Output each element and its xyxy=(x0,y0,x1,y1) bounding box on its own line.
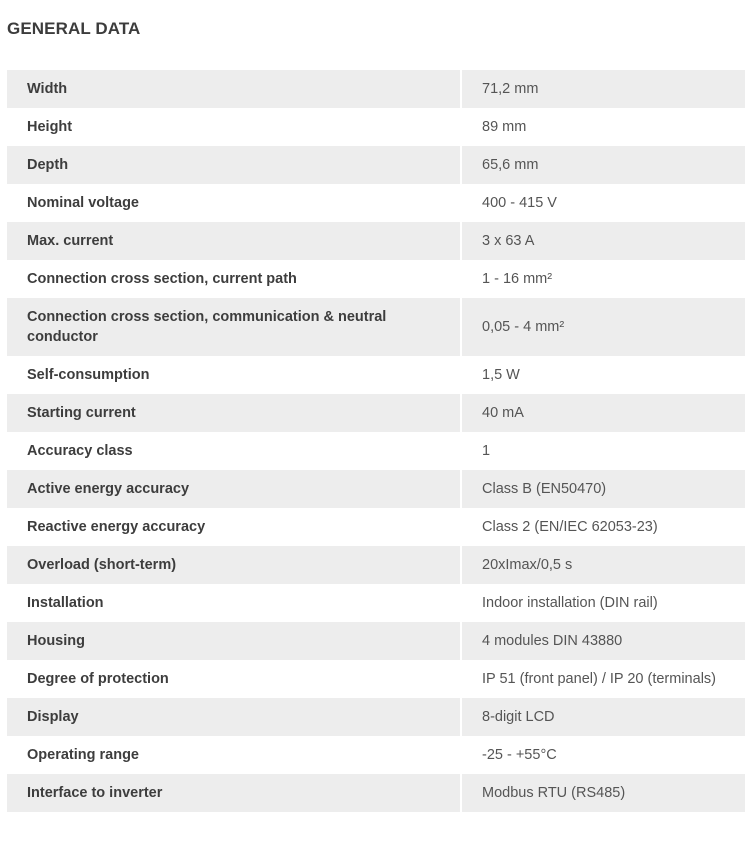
spec-row-nominal-voltage xyxy=(7,184,745,222)
spec-value: 20xImax/0,5 s xyxy=(461,546,745,584)
spec-label: Connection cross section, current path xyxy=(7,260,461,298)
spec-label: Display xyxy=(7,698,461,736)
spec-label: Nominal voltage xyxy=(7,184,461,222)
spec-row-max-current xyxy=(7,222,745,260)
spec-row-housing xyxy=(7,622,745,660)
spec-value: IP 51 (front panel) / IP 20 (terminals) xyxy=(461,660,745,698)
spec-label: Degree of protection xyxy=(7,660,461,698)
spec-value: Class 2 (EN/IEC 62053-23) xyxy=(461,508,745,546)
spec-row-self-consumption xyxy=(7,356,745,394)
spec-row-reactive-energy-accuracy xyxy=(7,508,745,546)
general-data-table xyxy=(7,70,745,812)
spec-label: Max. current xyxy=(7,222,461,260)
spec-value: 4 modules DIN 43880 xyxy=(461,622,745,660)
spec-value: 3 x 63 A xyxy=(461,222,745,260)
spec-row-width xyxy=(7,70,745,108)
spec-value: Class B (EN50470) xyxy=(461,470,745,508)
spec-value: 71,2 mm xyxy=(461,70,745,108)
spec-value: -25 - +55°C xyxy=(461,736,745,774)
spec-label: Interface to inverter xyxy=(7,774,461,812)
spec-row-height xyxy=(7,108,745,146)
section-title: GENERAL DATA xyxy=(7,19,141,38)
spec-label: Height xyxy=(7,108,461,146)
spec-label: Reactive energy accuracy xyxy=(7,508,461,546)
spec-row-accuracy-class xyxy=(7,432,745,470)
spec-label: Depth xyxy=(7,146,461,184)
spec-value: 40 mA xyxy=(461,394,745,432)
spec-label: Accuracy class xyxy=(7,432,461,470)
spec-row-interface-to-inverter xyxy=(7,774,745,812)
spec-label: Starting current xyxy=(7,394,461,432)
spec-row-cross-section-communication-neutral xyxy=(7,298,745,356)
spec-label: Housing xyxy=(7,622,461,660)
spec-value: 1,5 W xyxy=(461,356,745,394)
spec-value: 0,05 - 4 mm² xyxy=(461,298,745,356)
spec-value: Indoor installation (DIN rail) xyxy=(461,584,745,622)
spec-row-starting-current xyxy=(7,394,745,432)
spec-label: Connection cross section, communication & neutral conductor xyxy=(7,298,461,356)
spec-value: 65,6 mm xyxy=(461,146,745,184)
spec-row-operating-range xyxy=(7,736,745,774)
spec-label: Self-consumption xyxy=(7,356,461,394)
spec-row-active-energy-accuracy xyxy=(7,470,745,508)
spec-row-display xyxy=(7,698,745,736)
spec-row-cross-section-current-path xyxy=(7,260,745,298)
spec-row-installation xyxy=(7,584,745,622)
spec-value: 1 xyxy=(461,432,745,470)
spec-value: 8-digit LCD xyxy=(461,698,745,736)
spec-label: Operating range xyxy=(7,736,461,774)
spec-row-depth xyxy=(7,146,745,184)
spec-value: 400 - 415 V xyxy=(461,184,745,222)
spec-row-degree-of-protection xyxy=(7,660,745,698)
spec-label: Active energy accuracy xyxy=(7,470,461,508)
spec-label: Overload (short-term) xyxy=(7,546,461,584)
spec-value: Modbus RTU (RS485) xyxy=(461,774,745,812)
spec-value: 89 mm xyxy=(461,108,745,146)
spec-row-overload xyxy=(7,546,745,584)
spec-value: 1 - 16 mm² xyxy=(461,260,745,298)
spec-label: Installation xyxy=(7,584,461,622)
spec-label: Width xyxy=(7,70,461,108)
